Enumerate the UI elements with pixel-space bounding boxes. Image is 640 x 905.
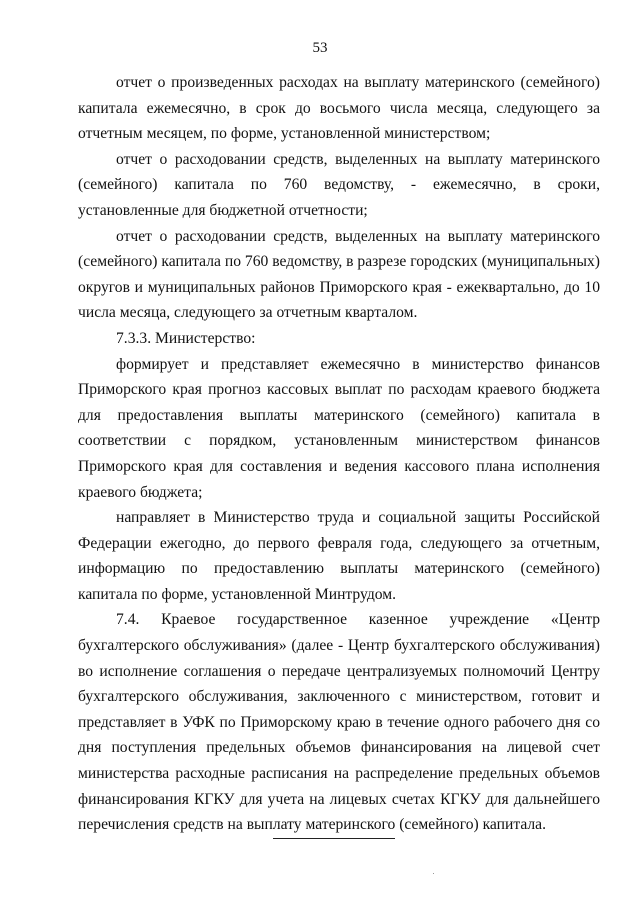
page-number: 53 [312, 40, 328, 56]
paragraph-forecast-payments: формирует и представляет ежемесячно в министерство финансов Приморского края прогноз кассовых выплат по расходам краевого бюджета для предоставления выплаты материнского (семейного) капитала в соответствии с порядком, установленным министерством финансов Приморского края для составления и ведения кассового плана исполнения краевого бюджета; [78, 355, 600, 501]
section-heading-7-3-3: 7.3.3. Министерство: [116, 329, 256, 347]
paragraph-report-expenses: отчет о произведенных расходах на выплату материнского (семейного) капитала ежемесячно, в срок до восьмого числа месяца, следующего за отчетным месяцем, по форме, установленной министерством; [78, 74, 600, 143]
document-body [78, 70, 600, 838]
paragraph-section-7-4: 7.4. Краевое государственное казенное учреждение «Центр бухгалтерского обслуживания» (далее - Центр бухгалтерского обслуживания) во исполнение соглашения о передаче централизуемых полномочий Центру бухгалтерского обслуживания, заключенного с министерством, готовит и представляет в УФК по Приморскому краю в течение одного рабочего дня со дня поступления предельных объемов финансирования на лицевой счет министерства расходные расписания на распределение предельных объемов финансирования КГКУ для учета на лицевых счетах КГКУ для дальнейшего перечисления средств на выплату материнского (семейного) капитала. [78, 611, 600, 834]
paragraph-report-quarterly-760: отчет о расходовании средств, выделенных на выплату материнского (семейного) капитала по 760 ведомству, в разрезе городских (муниципальных) округов и муниципальных районов Приморского края - ежеквартально, до 10 числа месяца, следующего за отчетным кварталом. [78, 227, 600, 322]
paragraph-annual-report: направляет в Министерство труда и социальной защиты Российской Федерации ежегодно, до первого февраля года, следующего за отчетным, информацию по предоставлению выплаты материнского (семейного) капитала по форме, установленной Минтрудом. [78, 509, 600, 603]
end-divider-line [273, 838, 395, 839]
paragraph-report-monthly-760: отчет о расходовании средств, выделенных на выплату материнского (семейного) капитала по 760 ведомству, - ежемесячно, в сроки, установленные для бюджетной отчетности; [78, 150, 600, 219]
scan-speck [433, 873, 434, 874]
